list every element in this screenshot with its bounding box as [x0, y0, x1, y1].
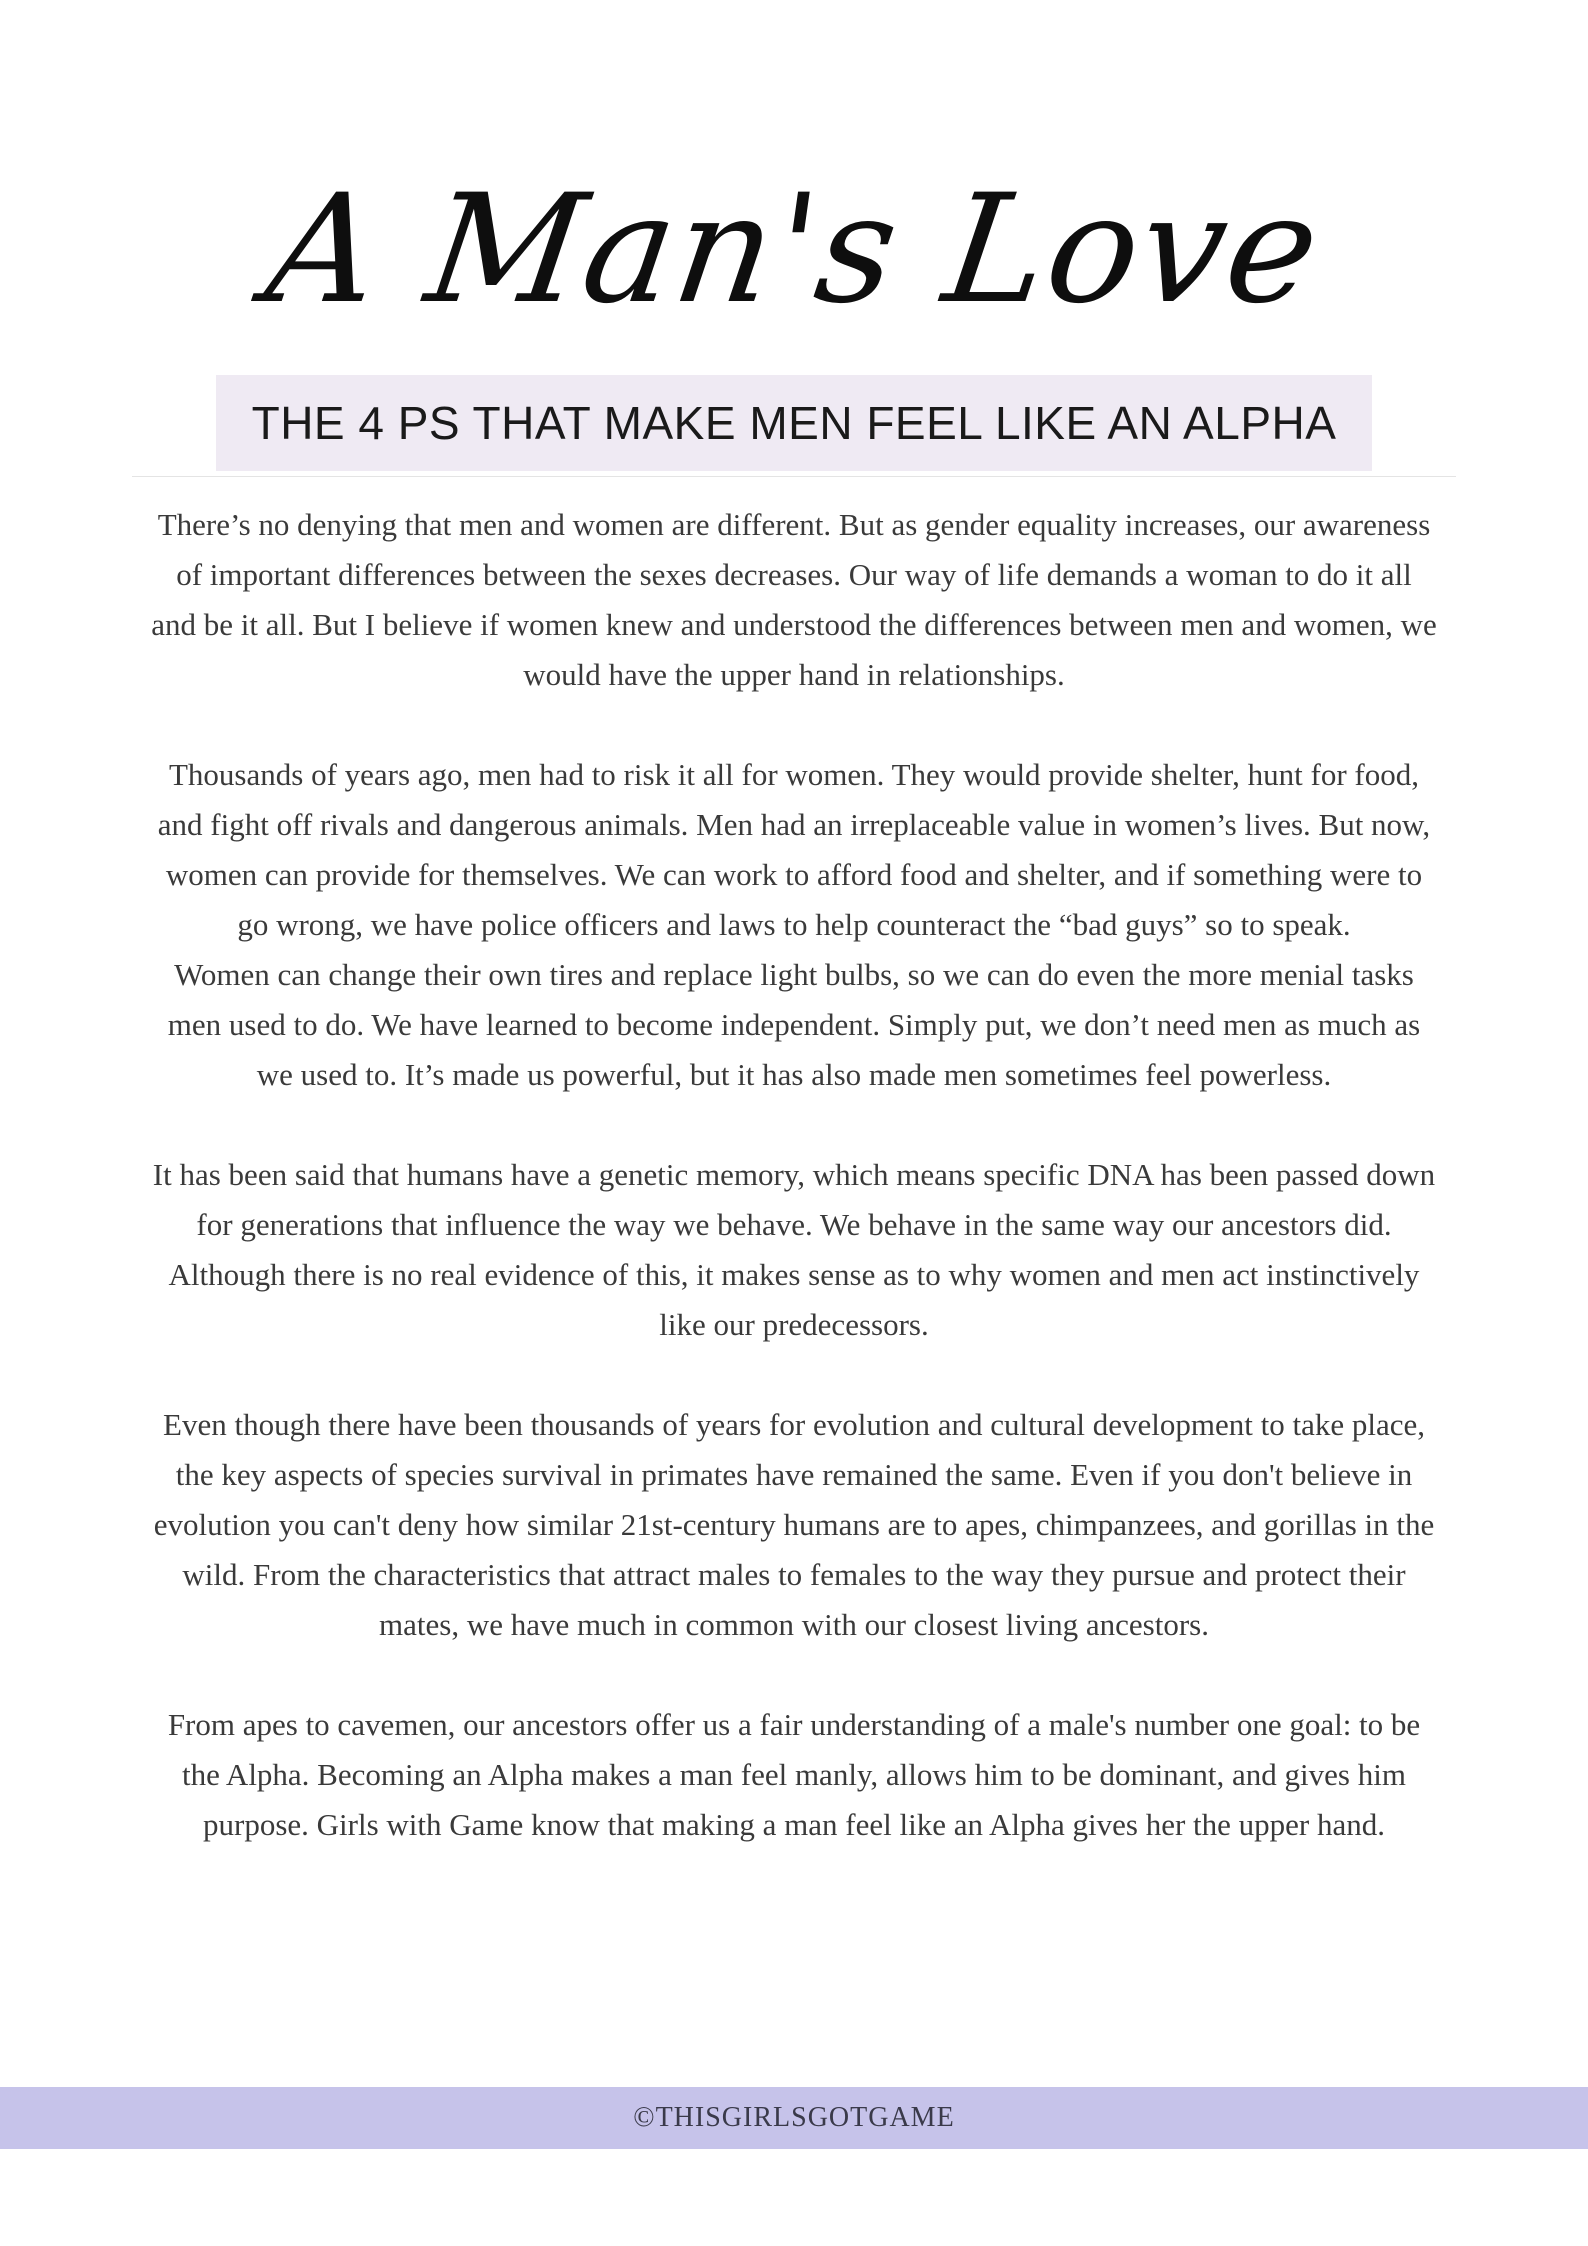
article-body	[150, 500, 1438, 1900]
divider	[132, 476, 1456, 477]
paragraph-4: It has been said that humans have a genetic memory, which means specific DNA has been passed down for generations that influence the way we behave. We behave in the same way our ancestors did. Although there is no real evidence of this, it makes sense as to why women and men act instinctively like our predecessors.	[152, 1157, 1436, 1342]
paragraph-3: Women can change their own tires and replace light bulbs, so we can do even the more menial tasks men used to do. We have learned to become independent. Simply put, we don’t need men as much as we used to. It’s made us powerful, but it has also made men sometimes feel powerless.	[167, 957, 1421, 1092]
paragraph-6: From apes to cavemen, our ancestors offer us a fair understanding of a male's number one goal: to be the Alpha. Becoming an Alpha makes a man feel manly, allows him to be dominant, and gives him purpose. Girls with Game know that making a man feel like an Alpha gives her the upper hand.	[167, 1707, 1421, 1842]
footer-bar	[0, 2087, 1588, 2149]
paragraph-2: Thousands of years ago, men had to risk it all for women. They would provide shelter, hunt for food, and fight off rivals and dangerous animals. Men had an irreplaceable value in women’s lives. But now, women can provide for themselves. We can work to afford food and shelter, and if something were to go wrong, we have police officers and laws to help counteract the “bad guys” so to speak.	[157, 757, 1431, 942]
page-title: A Man's Love	[257, 163, 1331, 337]
subtitle-banner	[216, 375, 1372, 471]
paragraph-1: There’s no denying that men and women are different. But as gender equality increases, our awareness of important differences between the sexes decreases. Our way of life demands a woman to do it all and be it all. But I believe if women knew and understood the differences between men and women, we would have the upper hand in relationships.	[151, 507, 1437, 692]
subtitle: THE 4 PS THAT MAKE MEN FEEL LIKE AN ALPHA	[251, 397, 1337, 449]
paragraph-5: Even though there have been thousands of years for evolution and cultural development to take place, the key aspects of species survival in primates have remained the same. Even if you don't believe in evolution you can't deny how similar 21st-century humans are to apes, chimpanzees, and gorillas in the wild. From the characteristics that attract males to females to the way they pursue and protect their mates, we have much in common with our closest living ancestors.	[153, 1407, 1435, 1642]
footer-copyright: ©THISGIRLSGOTGAME	[633, 2102, 955, 2133]
